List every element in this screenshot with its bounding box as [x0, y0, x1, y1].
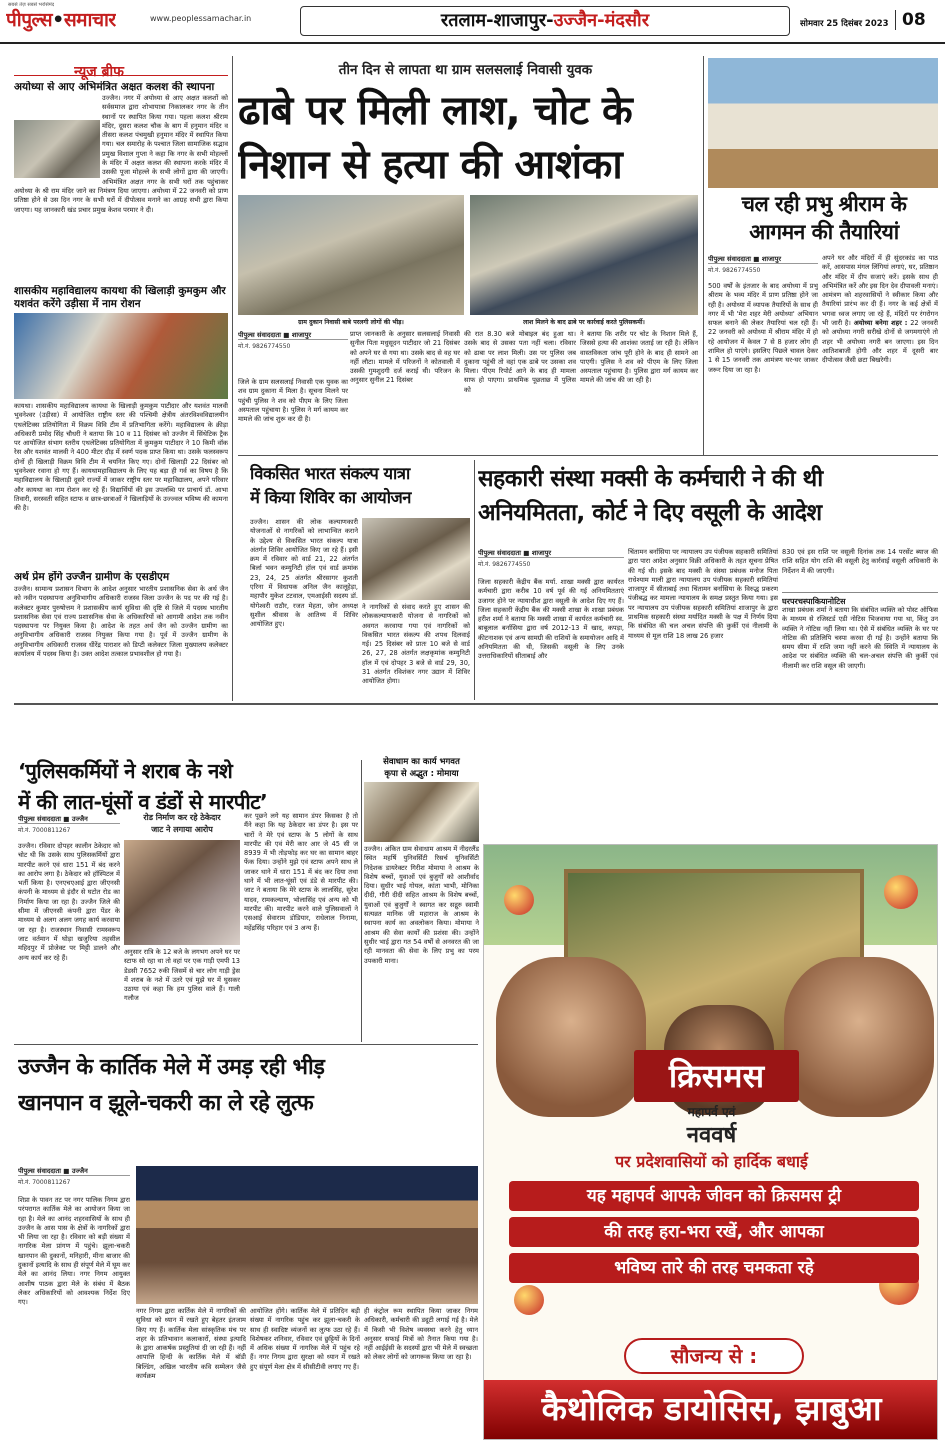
ram-byline: पीपुल्स संवाददाता ■ शाजापुर	[708, 254, 818, 264]
ram-mobile: मो.नं. 9826774550	[708, 267, 761, 274]
sahkari-body-4: शाखा प्रबंधक शर्मा ने बताया कि संबंधित व्यक्ति को पोस्ट ऑफिस के माध्यम से रजिस्टर्ड एडी नोटिस भिजवाया गया था, किंतु उन व्यक्ति ने नोटिस नहीं लिया था। ऐसे में संबंधित व्यक्ति के घर पर नोटिस की प्रतिलिपि चस्पा करवा दी गई है। उन्होंने बताया कि समय सीमा में राशि जमा नहीं करने की स्थिति में न्यायालय के आदेश पर संबंधित व्यक्ति की चल-अचल संपत्ति की कुर्की एवं नीलामी कर राशि वसूल की जाएगी।	[782, 606, 938, 670]
section-divider	[14, 703, 938, 705]
ram-headline-line1: चल रही प्रभु श्रीराम के	[741, 192, 907, 216]
lead-byline-place: शाजापुर	[291, 331, 312, 339]
lead-photo-crowd	[238, 195, 464, 315]
ram-headline	[708, 190, 940, 246]
ornament-icon	[884, 875, 918, 909]
vikas-headline-line1: विकसित भारत संकल्प यात्रा	[250, 464, 410, 483]
logo-part-b: समाचार	[63, 9, 116, 31]
section-divider	[14, 1044, 478, 1045]
mela-byline-name: पीपुल्स संवाददाता	[18, 1167, 62, 1175]
ad-sponsor: कैथोलिक डायोसिस, झाबुआ	[484, 1380, 938, 1440]
lead-byline-name: पीपुल्स संवाददाता	[238, 331, 282, 339]
lead-body-4: ने बताया कि शरीर पर चोट के निशान मिले हैं, जिससे हत्या की आशंका जताई जा रही है। लेकिन वास्तविकता जांच पूरी होने के बाद ही सामने आ पाएगी। पुलिस ने शव को पीएम के लिए जिला अस्पताल पहुंचाया है। पुलिस द्वारा मर्ग कायम कर मामले की जांच की जा रही है।	[580, 330, 698, 385]
brief-item3-body: उज्जैन। सामान्य प्रशासन विभाग के आदेश अनुसार भारतीय प्रशासनिक सेवा के अर्थ जैन को नवीन पदस्थापना अनुविभागीय अधिकारी राजस्व जिला उज्जैन के पद पर की गई है। कलेक्टर कुमार पुरुषोत्तम ने प्रशासकीय कार्य सुविधा की दृष्टि से जिले में पदस्थ भारतीय प्रशासनिक सेवा एवं राज्य प्रशासनिक सेवा के अधिकारियों को आगामी आदेश तक नवीन पदस्थापना पर नियुक्त किया है। आदेश के तहत अर्थ जैन को उज्जैन ग्रामीण का अनुविभागीय अधिकारी राजस्व नियुक्त किया गया है। पूर्व में उज्जैन ग्रामीण के अनुविभागीय अधिकारी राजस्व धीरेंद्र पाराशर को डिप्टी कलेक्टर जिला मुख्यालय कलेक्टर कार्यालय में पदस्थ किया है। उक्त आदेश तत्काल प्रभावशील हो गया है।	[14, 585, 228, 659]
sahkari-body-2: चिंतामन बर्नासिया पर न्यायालय उप पंजीयक सहकारी समितियां द्वारा पारा आदेश अनुसार विक्री अधिकारी के तहत सूचना प्रेषित की गई थी। इसके बाद मक्सी के संस्था प्रबंधक मनोज पिता राधेश्याम माली द्वारा न्यायालय उप पंजीयक सहकारी समितियां शाजापुर में सीताबाई तथा चिंतामन बर्नासिया के विरुद्ध प्रकरण पंजीबद्ध कर मामला न्यायालय के समक्ष प्रस्तुत किया गया। इस पर न्यायालय उप पंजीयक सहकारी समितियां शाजापुर के द्वारा प्राथमिक सहकारी संस्था मर्यादित मक्सी के पक्ष में निर्णय दिया कि संबंधित की चल अचल संपत्ति की कुर्की एवं नीलामी के माध्यम से मूल राशि 18 लाख 26 हजार	[628, 548, 778, 640]
page-number: 08	[895, 10, 926, 30]
lead-kicker: तीन दिन से लापता था ग्राम सलसलाई निवासी युवक	[338, 62, 593, 78]
police-headline-line2: में की लात-घूंसों व डंडों से मारपीट’	[18, 790, 268, 814]
mela-mobile: मो.नं. 7000811267	[18, 1179, 71, 1186]
ram-byline-name: पीपुल्स संवाददाता	[708, 255, 752, 263]
ornament-icon	[514, 1285, 544, 1315]
lead-headline	[238, 84, 698, 192]
christmas-advertisement[interactable]	[483, 844, 938, 1440]
seva-body: उज्जैन। अंकित ग्राम सेवाधाम आश्रम में नीदरलैंड स्थित महर्षि युनिवर्सिटी रिसर्च यूनिवर्सिटी निदेशक डायरेक्टर गिरीश मोमाया ने आश्रम के विशेष बच्चों, युवाओं एवं बुजुर्गों को आशीर्वाद दिया। सुधीर भाई गोयल, कांता भाभी, मोनिका दीदी, गौरी दीदी सहित आश्रम के विशेष बच्चों, युवाओं एवं बुजुर्गों ने स्वागत कर सद्गुरु स्वामी सत्यव्रत मानिक जी महाराज के आश्रम के स्थापना कार्य का अवलोकन किया। मोमाया ने आश्रम की सेवा कार्यों की प्रशंसा की। उन्होंने सुधीर भाई द्वारा गत 54 वर्षों से अनवरत की जा रही मानवता की सेवा के लिए प्रभु का परम उपकारी माना।	[364, 845, 479, 965]
police-victim-photo	[124, 840, 240, 945]
sahkari-byline-place: शाजापुर	[531, 549, 552, 557]
vikas-photo	[362, 518, 470, 600]
sahkari-body-1: जिला सहकारी केंद्रीय बैंक मर्या. शाखा मक्सी द्वारा कार्यरत कर्मचारी द्वारा करीब 10 वर्ष पूर्व की गई अनियमितताएं उजागर होने पर न्यायाधीश द्वारा वसूली के आदेश दिए गए हैं। जिला सहकारी केंद्रीय बैंक की मक्सी शाखा के शाखा प्रबंधक हरीश शर्मा ने बताया कि मक्सी शाखा में कार्यरत कर्मचारी स्व. बाबूलाल बर्नासिया द्वारा वर्ष 2012-13 में खाद, कपड़ा, कीटनाशक एवं अन्य सामग्री की राशियों के समायोजन आदि में अनियमितता की थी, जिसकी वसूली के लिए उनके उत्तराधिकारियों सीताबाई और	[478, 578, 624, 661]
ad-wish-3: भविष्य तारे की तरह चमकता रहे	[509, 1253, 919, 1283]
lead-caption-1: ग्राम दुकान निवासी बाबे परलगी लोगों की भीड़।	[298, 319, 404, 326]
mela-body-4: ही कंट्रोल रूम स्थापित किया जाकर निगम अधिकारी, कर्मचारी की ड्यूटी लगाई गई है। मेले में किसी भी विशेष व्यवस्था करने हेतु ध्यान अनुसार सफाई मित्रों को तैनात किया गया है। नहीं आईईसी के सदस्यों द्वारा भी मेले में स्वच्छता को लेकर लोगों को जागरूक किया जा रहा है।	[364, 1307, 478, 1362]
mela-headline-line2: खानपान व झूले-चकरी का ले रहे लुत्फ	[18, 1091, 314, 1116]
ad-line-1: महापर्व एवं	[687, 1105, 736, 1119]
vikas-headline-line2: में किया शिविर का आयोजन	[250, 488, 411, 507]
ad-christmas-title: क्रिसमस	[634, 1050, 799, 1102]
ram-body-2-wrap	[822, 254, 938, 454]
police-headline-line1: ‘पुलिसकर्मियों ने शराब के नशे	[18, 759, 233, 783]
mela-body-1: शिप्रा के पावन तट पर नगर पालिक निगम द्वारा परंपरागत कार्तिक मेले का आयोजन किया जा रहा है। मेले का आनंद शहरवासियों के साथ ही उज्जैन के आस पास के क्षेत्रों के नागरिकों द्वारा भी लिया जा रहा है। रविवार को बड़ी संख्या में नागरिक मेला प्रांगण में पहुंचे। झूला-चकरी खानपान की दुकानों, मनिहारी, मीना बाजार की दुकानों इत्यादि के साथ ही संपूर्ण मेले में घूम कर मेले का आनंद लिया। नगर निगम आयुक्त आशीष पाठक द्वारा मेले के संबंध में बैठक लेकर अधिकारियों को आवश्यक निर्देश दिए गए।	[18, 1196, 130, 1307]
lead-headline-line2: निशान से हत्या की आशंका	[238, 142, 623, 188]
sahkari-subhead: घरपरचस्पाकियानोटिस	[782, 592, 938, 608]
portrait-left	[496, 957, 646, 1117]
police-body-1: उज्जैन। रविवार दोपहर कालीन ठेकेदार को चोट थी कि उसके साथ पुलिसकर्मियों द्वारा मारपीट करने एवं धारा 151 में बंद करने का आरोप लगा है। ठेकेदार को हॉस्पिटल में भर्ती किया है। एनएचएआई द्वारा जीएनसी कंपनी के माध्यम से इंदौर से घटोत रोड का निर्माण किया जा रहा है। उज्जैन जिले की सीमा में जीएनसी कंपनी द्वारा पेंडर के माध्यम से अलग अलग जगह कार्य करवाया जा रहा है। राजस्थान निवासी रामस्वरूप जाट वर्तमान में घोड़ा खजुरिया तहसील महिदपुर में प्रोजेक्ट पर मिट्टी डालने और अन्य कार्य कर रहे हैं।	[18, 842, 120, 962]
ad-line-3: पर प्रदेशवासियों को हार्दिक बधाई	[615, 1152, 808, 1171]
news-brief-title: न्यूज ब्रीफ	[74, 64, 124, 80]
mela-headline	[18, 1050, 478, 1122]
edition-region	[300, 6, 790, 36]
lead-body-3: की रात 8.30 बजे मोबाइल बंद हुआ था। उसके बाद से उसका पता नहीं चला। रविवार को ढाबा पर लाश मिली। उस पर पुलिस जब दुकाना पहुंची तो वहां एक ढाबे पर उसका शव मिला। पीएम रिपोर्ट आने के बाद ही मामला साफ हो पाएगा। प्राथमिक पूछताछ में पुलिस को	[464, 330, 576, 394]
police-photo-head-1: रोड निर्माण कर रहे ठेकेदार	[143, 813, 221, 822]
lead-body-1: जिले के ग्राम सलसलाई निवासी एक युवक का शव ग्राम दुकाना में मिला है। सूचना मिलने पर पहुंची पुलिस ने शव को पीएम के लिए जिला अस्पताल पहुंचाया है। पुलिस ने मर्ग कायम कर मामले की जांच शुरू कर दी है।	[238, 378, 348, 424]
sahkari-byline: पीपुल्स संवाददाता ■ शाजापुर	[478, 548, 624, 558]
ad-wish-2: की तरह हरा-भरा रखें, और आपका	[509, 1217, 919, 1247]
ram-preparation-photo	[708, 58, 938, 188]
police-photo-head-2: जाट ने लगाया आरोप	[151, 825, 213, 834]
masthead	[0, 0, 945, 44]
lead-mobile: मो.नं. 9826774550	[238, 343, 291, 350]
vikas-headline	[250, 462, 468, 510]
logo-dot: •	[52, 9, 64, 31]
seva-headline	[364, 756, 479, 780]
police-headline	[18, 756, 363, 818]
mela-body-3: आयोजित होंगे। कार्तिक मेले में प्रतिदिन बड़ी संख्या में नागरिक पहुंच कर झूला-चकरी के साथ ही स्वादिष्ट व्यंजनों का लुत्फ उठा रहे हैं। विशेषकर शनिवार, रविवार एवं छुट्टियों के दिनों में अधिक संख्या में नागरिक मेले में पहुंच रहे हैं। नगर निगम द्वारा सुरक्षा को ध्यान में रखते हुए संपूर्ण मेला क्षेत्र में सीसीटीवी लगाए गए हैं।	[250, 1307, 360, 1371]
sahkari-byline-name: पीपुल्स संवाददाता	[478, 549, 522, 557]
brief-item1-text: उज्जैन। नगर में अयोध्या से आए अक्षत कलशों को सर्वसमाज द्वारा शोभायात्रा निकालकर नगर के तीन स्थानों पर स्थापित किया गया। पहला कलश श्रीराम मंदिर, दूसरा कलश चौक के बाग में हनुमान मंदिर व तीसरा कलश पंचमुखी हनुमान मंदिर में स्थापित किया गया। चल समारोह के पश्चात जिला सामाजिक सद्भाव प्रमुख विशाल गुप्ता ने कहा कि नगर के सभी मोहल्लों के मंदिर में अक्षत कलश की स्थापना करके मंदिर में उसकी पूजा मोहल्ले के सभी लोगों द्वारा की जाएगी। अभिमंत्रित अक्षत नगर के सभी घरों तक पहुंचाकर अयोध्या के श्री राम मंदिर जाने का निमंत्रण दिया जाएगा। अयोध्या में 22 जनवरी को प्राण प्रतिष्ठा होने से उस दिन नगर के सभी घरों में दीपोत्सव मनाने का आग्रह सभी द्वारा किया जाएगा। यह जानकारी खंड प्रचार प्रमुख केशव परमार ने दी।	[14, 94, 228, 214]
website-link[interactable]: www.peoplessamachar.in	[150, 14, 252, 23]
brief-item1-title: अयोध्या से आए अभिमंत्रित अक्षत कलश की स्थापना	[14, 81, 215, 93]
sahkari-headline-line1: सहकारी संस्था मक्सी के कर्मचारी ने की थी	[478, 466, 823, 492]
ram-byline-place: शाजापुर	[761, 255, 782, 263]
mela-headline-line1: उज्जैन के कार्तिक मेले में उमड़ रही भीड़	[18, 1055, 325, 1080]
police-photo-head	[124, 812, 240, 836]
police-byline-place: उज्जैन	[71, 815, 88, 823]
police-body-2: अनुसार रात्रि के 12 बजे के लगभग अपने घर पर स्टाफ सो रहा था तो वहां पर एक गाड़ी एमपी 13 डेडसी 7652 रुकी जिसमें से चार लोग गाड़ी ड्रेस में शराब के नशे में उतरे एवं मुझे घर में घुसकर उठाया एवं कहा कि हम पुलिस वाले हैं। गाली गलौज	[124, 948, 240, 1003]
vikas-body-1: उज्जैन। शासन की लोक कल्याणकारी योजनाओं से नागरिकों को लाभान्वित कराने के उद्देश्य से विकसित भारत संकल्प यात्रा अंतर्गत शिविर आयोजित किए जा रहे हैं। इसी क्रम में रविवार को वार्ड 21, 22 अंतर्गत बिर्ला भवन कम्युनिटी हॉल एवं वार्ड क्रमांक 23, 24, 25 अंतर्गत श्रीरसागर कुशती एरिना में विधायक अनिल जैन कालूहेड़ा, महापौर मुकेश टटवाल, एमआईसी सदस्य डॉ. योगेश्वरी राठौर, रजत मेहता, जोन अध्यक्ष सुशील श्रीवास के आतिथ्य में शिविर आयोजित हुए।	[250, 518, 358, 629]
masthead-tagline: सबसे तेज़ सबसे भरोसेमंद	[8, 2, 55, 8]
sahkari-body-3: 830 एवं इस राशि पर वसूली दिनांक तक 14 परसेंट ब्याज की राशि सहित योग राशि की वसूली हेतु कार्रवाई वसूली अधिकारी के निर्देशन में की जाएगी।	[782, 548, 938, 575]
police-mobile: मो.नं. 7000811267	[18, 827, 71, 834]
lead-photo-police	[470, 195, 698, 315]
column-divider	[703, 56, 704, 456]
sahkari-headline	[478, 462, 938, 530]
section-divider	[238, 455, 938, 456]
seva-headline-line1: सेवाधाम का कार्य भगवत	[383, 757, 460, 767]
brief-item3-title: अर्थ प्रेम होंगे उज्जैन ग्रामीण के एसडीएम	[14, 571, 170, 583]
vikas-body-2: ने नागरिकों से संवाद करते हुए शासन की लोककल्याणकारी योजना से नागरिकों को अवगत करवाया गया एवं नागरिकों को विकसित भारत संकल्प की शपथ दिलवाई गई। 25 दिसंबर को प्रातः 10 बजे से वार्ड 26, 27, 28 अंतर्गत लक्षकृमांक कम्युनिटी हॉल में एवं दोपहर 3 बजे से वार्ड 29, 30, 31 अंतर्गत रविशंकर नगर उद्यान में शिविर आयोजित होगा।	[362, 603, 470, 686]
police-byline-name: पीपुल्स संवाददाता	[18, 815, 62, 823]
seva-photo	[364, 782, 479, 842]
sahkari-headline-line2: अनियमितता, कोर्ट ने दिए वसूली के आदेश	[478, 500, 822, 526]
ram-body-3: 22 जनवरी को अयोध्या नगरी सरीखे दोनों से जगमगाएंगे तो शहर भी अयोध्या नगरी बन जाएगा। इस दिन आतिशबाजी होगी और शहर में दूसरी बार दीपोत्सव जैसी छटा बिखरेगी।	[822, 319, 938, 365]
lead-caption-2: लाश मिलने के बाद ढाबे पर कार्रवाई करते पुलिसकर्मी।	[523, 319, 645, 326]
brief-item2-title: शासकीय महाविद्यालय कायथा की खिलाड़ी कुमकुम और यशवंत करेंगे उड़ीसा में नाम रोशन	[14, 285, 226, 310]
seva-headline-line2: कृपा से अद्भुत : मोमाया	[384, 769, 459, 779]
ornament-icon	[504, 885, 534, 915]
ad-courtesy-label: सौजन्य से :	[624, 1338, 804, 1374]
newspaper-logo[interactable]	[6, 6, 116, 32]
police-byline: पीपुल्स संवाददाता ■ उज्जैन	[18, 814, 120, 824]
ram-subhead: अयोध्या बनेगा शहर :	[853, 319, 908, 328]
column-divider	[474, 460, 475, 700]
police-body-3: कर पूछने लगे यह सामान डंपर किसका है तो मैंने कहा कि यह ठेकेदार का डंपर है। इस पर चारों ने मेरे एवं स्टाफ के 5 लोगों के साथ मारपीट की एवं मेरी कार आर जे 45 सी ज 8939 में भी तोड़फोड़ कर घर का सामान बाहर फेंक दिया। उन्होंने मुझे एवं स्टाफ अपने साथ ले जाकर थाने में धारा 151 में बंद कर दिया तथा थाने में भी लात-घूंसों एवं डंडे से मारपीट की। जाट ने बताया कि मेरे स्टाफ के लालसिंह, सुरेश यादव, रामकल्याण, भोलासिंह एवं अन्य को भी मारपीट की। मारपीट करने वाले पुलिसवालों ने एसआई सेवाराम डोडियार, राधेलाल निनामा, महेंद्रसिंह परिहार एवं 3 अन्य हैं।	[244, 812, 358, 932]
mela-byline-place: उज्जैन	[71, 1167, 88, 1175]
region-part-b: उज्जैन-मंदसौर	[553, 10, 650, 31]
brief-item2-body: कायथा। शासकीय महाविद्यालय कायथा के खिलाड़ी कुमकुम पाटीदार और यशवंत मालवी भुवनेश्वर (उड़ीसा) में आयोजित राष्ट्रीय स्तर की पश्चिमी क्षेत्रीय अंतरविश्वविद्यालयीन एथलेटिक्स प्रतियोगिता में विक्रम विवि टीम में प्रतिभागिता करेंगे। महाविद्यालय के क्रीड़ा अधिकारी प्रमोद सिंह चौधरी ने बताया कि 10 व 11 दिसंबर को उज्जैन में सिंथेटिक ट्रैक पर आयोजित संभाग स्तरीय एथलेटिक्स प्रतियोगिता में कुमकुम पाटीदार ने 10 किमी वॉक रेस और यशवंत मालवी ने 400 मीटर दौड़ में स्वर्ण पदक प्राप्त किया था। उसके फलस्वरूप दोनों ही खिलाड़ी विक्रम विवि टीम में चयनित किए गए। दोनों खिलाड़ी 22 दिसंबर को भुवनेश्वर रवाना हो गए हैं। कायथामहाविद्यालय के लिए यह बड़ा ही गर्व का विषय है कि महाविद्यालय के खिलाड़ी दूसरे राज्यों में जाकर राष्ट्रीय स्तर पर महाविद्यालय, अपने परिवार और कायथा का नाम रोशन कर रहे हैं। विद्यार्थियों की इस उपलब्धि पर प्राचार्य डॉ. आभा तिवारी, सरस्वती सहित स्टाफ व छात्र-छात्राओं ने खिलाड़ियों के उज्ज्वल भविष्य की कामना की है।	[14, 402, 228, 513]
ram-headline-line2: आगमन की तैयारियां	[749, 220, 899, 244]
column-divider	[361, 760, 362, 1042]
ram-body-2: अपने घर और मंदिरों में ही सुंदरकांड का पाठ करें, आसपास मंगल लिंगियां लगाएं, घर, प्रतिष्ठान और मंदिर में दीप सजाएं करें। इसके साथ ही अभिमंत्रित करें और इस दिन देव दीपावली मनाएं। आमंत्रण को शहरवासियों ने स्वीकार किया और तैयारियां प्रारंभ कर दी हैं। नगर के कई क्षेत्रों में भगवा ध्वज लगाए जा रहे हैं, मंदिरों पर रंगरोगन भी जारी है।	[822, 254, 938, 328]
issue-date: सोमवार 25 दिसंबर 2023	[800, 19, 889, 29]
ram-body-1: 500 वर्षों के इंतजार के बाद अयोध्या में प्रभु श्रीराम के भव्य मंदिर में प्राण प्रतिष्ठा होने जा रही है। अयोध्या में व्यापक तैयारियों के साथ ही नगर में भी 'मेरा शहर मेरी अयोध्या' अभियान सफल बनाने की लेकर तैयारियां चल रही हैं। 22 जनवरी को अयोध्या में श्रीराम मंदिर में हो रहे आयोजन में केवल 7 से 8 हजार लोग ही शामिल हो पाएंगे। इसलिए पिछले चावल देकर 1 से 15 जनवरी तक आमंत्रण घर-घर जाकर जरूर दिया जा रहा है।	[708, 282, 818, 374]
lead-byline: पीपुल्स संवाददाता ■ शाजापुर	[238, 330, 348, 340]
portrait-right	[784, 957, 934, 1117]
mela-body-2: नगर निगम द्वारा कार्तिक मेले में नागरिकों की सुविधा को ध्यान में रखते हुए बेहतर इंतजाम किए गए हैं। कार्तिक मेला सांस्कृतिक मंच पर शहर के प्रतिभावान कलाकारों, संस्था इत्यादि के द्वारा आकर्षक प्रस्तुतियां दी जा रही हैं। नहीं आपात्ति हिन्दी के कार्तिक मेले में बॉडी बिल्डिंग, अखिल भारतीय कवि सम्मेलन जैसे कार्यक्रम	[136, 1307, 246, 1381]
brief-item2-photo	[14, 313, 228, 399]
mela-crowd-photo	[136, 1166, 478, 1304]
brief-item1-body	[14, 94, 228, 280]
column-divider	[232, 56, 233, 701]
sahkari-mobile: मो.नं. 9826774550	[478, 561, 531, 568]
mela-byline: पीपुल्स संवाददाता ■ उज्जैन	[18, 1166, 130, 1176]
logo-part-a: पीपुल्स	[6, 9, 53, 31]
ad-wish-1: यह महापर्व आपके जीवन को क्रिसमस ट्री	[509, 1181, 919, 1211]
region-part-a: रतलाम-शाजापुर-	[440, 10, 554, 31]
lead-headline-line1: ढाबे पर मिली लाश, चोट के	[238, 88, 633, 134]
ad-line-2: नववर्ष	[686, 1123, 737, 1148]
lead-body-2: प्राप्त जानकारी के अनुसार सलसलाई निवासी सुनील पिता मधुसूदन पाटीदार जो 21 दिसंबर को अपने घर से गया था। उसके बाद से वह घर नहीं लौटा। मामले में परिजनों ने कोतवाली में उसकी गुमशुदगी दर्ज कराई थी। परिजन के अनुसार सुनील 21 दिसंबर	[350, 330, 460, 385]
